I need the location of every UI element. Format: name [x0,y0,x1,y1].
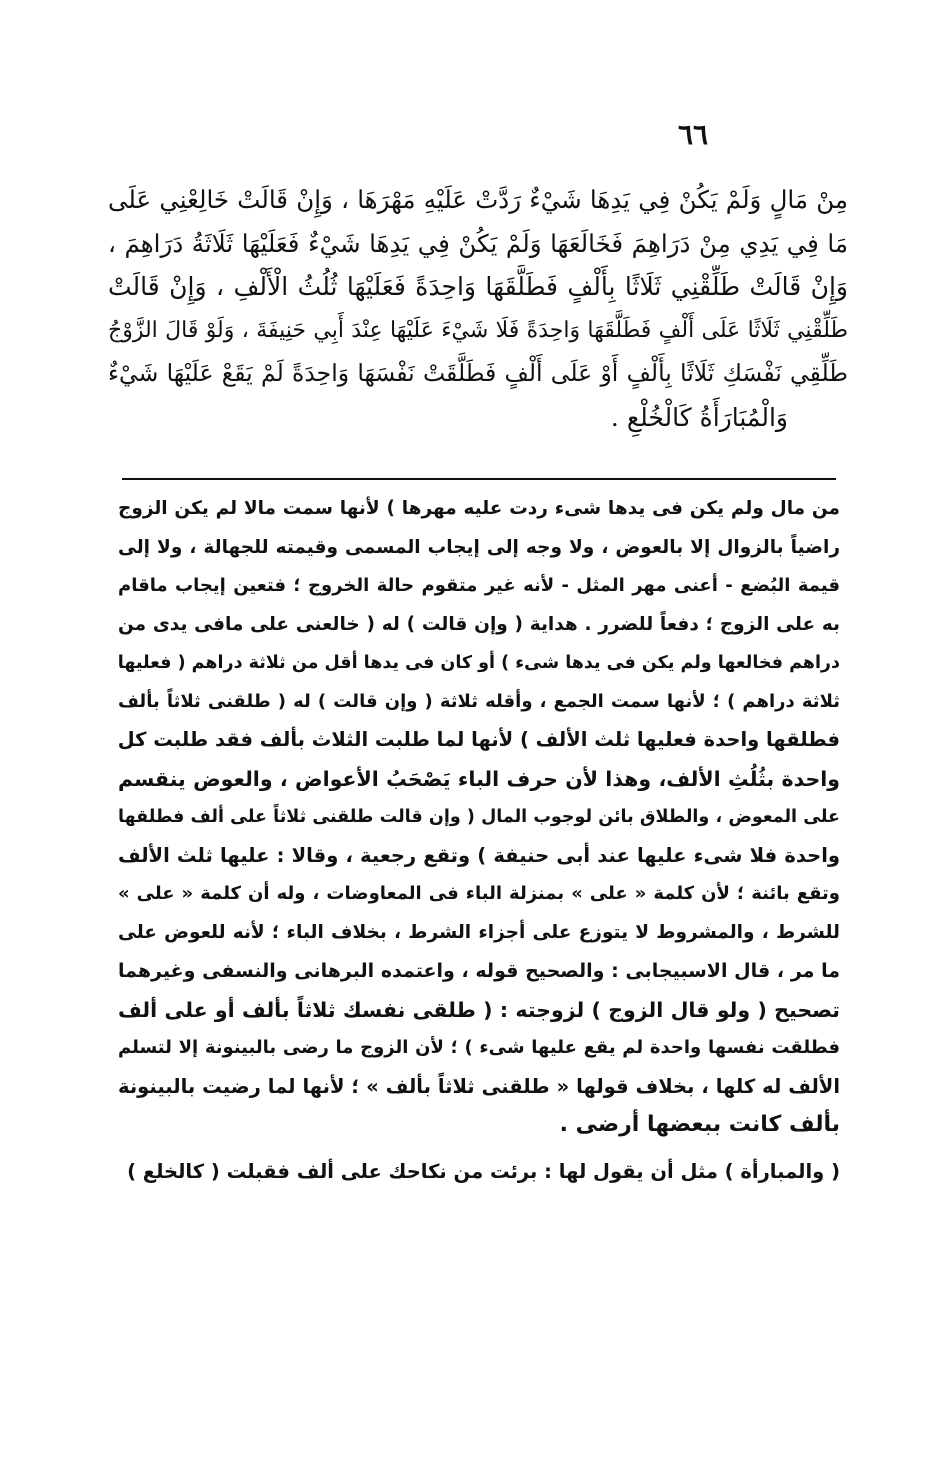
divider-gap [205,470,219,476]
commentary-line: به على الزوج ؛ دفعاً للضرر . هداية ( وإن قالت ) له ( خالعنى على مافى يدى من [118,613,840,635]
commentary-line: واحدة بثُلُثِ الألف، وهذا لأن حرف الباء يَصْحَبُ الأعواض ، والعوض ينقسم [118,766,840,791]
section-divider [122,478,836,480]
commentary-line: قيمة البُضع - أعنى مهر المثل - لأنه غير متقوم حالة الخروج ؛ فتعين إيجاب ماقام [118,575,840,596]
commentary-line: راضياً بالزوال إلا بالعوض ، ولا وجه إلى إيجاب المسمى وقيمته للجهالة ، ولا إلى [118,536,840,558]
commentary-block [118,490,840,1191]
commentary-line: تصحيح ( ولو قال الزوج ) لزوجته : ( طلقى نفسك ثلاثاً بألف أو على ألف [118,997,840,1022]
commentary-final-line: ( والمبارأة ) مثل أن يقول لها : برئت من نكاحك على ألف فقبلت ( كالخلع ) [127,1159,840,1183]
main-text-block [108,178,848,439]
main-text-line: مَا فِي يَدِي مِنْ دَرَاهِمَ فَخَالَعَهَا وَلَمْ يَكُنْ فِي يَدِهَا شَيْءٌ فَعَلَيْهَا ثَلَاثَةُ دَرَاهِمَ ، [108,228,848,258]
commentary-line: فطلقت نفسها واحدة لم يقع عليها شىء ) ؛ لأن الزوج ما رضى بالبينونة إلا لتسلم [118,1037,840,1058]
commentary-line: وتقع بائنة ؛ لأن كلمة « على » بمنزلة الباء فى المعاوضات ، وله أن كلمة « على » [118,883,840,904]
commentary-line: بألف كانت ببعضها أرضى . [559,1112,840,1137]
commentary-line: للشرط ، والمشروط لا يتوزع على أجزاء الشرط ، بخلاف الباء ؛ لأنه للعوض على [118,921,840,943]
commentary-line: دراهم فخالعها ولم يكن فى يدها شىء ) أو كان فى يدها أقل من ثلاثة دراهم ( فعليها [118,653,840,673]
main-text-line: وَالْمُبَارَأَةُ كَالْخُلْعِ . [610,402,788,432]
commentary-line: الألف له كلها ، بخلاف قولها « طلقنى ثلاثاً بألف » ؛ لأنها لما رضيت بالبينونة [118,1074,840,1098]
commentary-line: على المعوض ، والطلاق بائن لوجوب المال ( وإن قالت طلقنى ثلاثاً على ألف فطلقها [118,807,840,827]
commentary-line: ما مر ، قال الاسبيجابى : والصحيح قوله ، واعتمده البرهانى والنسفى وغيرهما [118,960,840,982]
main-text-line: طَلِّقْنِي ثَلَاثًا عَلَى أَلْفٍ فَطَلَّقَهَا وَاحِدَةً فَلَا شَيْءَ عَلَيْهَا عِنْدَ أَبِي حَنِيفَةَ ، وَلَوْ قَالَ الزَّوْجُ [108,317,848,343]
main-text-line: مِنْ مَالٍ وَلَمْ يَكُنْ فِي يَدِهَا شَيْءٌ رَدَّتْ عَلَيْهِ مَهْرَهَا ، وَإِنْ قَالَتْ خَالِعْنِي عَلَى [108,185,848,214]
main-text-line: طَلِّقِي نَفْسَكِ ثَلَاثًا بِأَلْفٍ أَوْ عَلَى أَلْفٍ فَطَلَّقَتْ نَفْسَهَا وَاحِدَةً لَمْ يَقَعْ عَلَيْهَا شَيْءٌ [108,359,848,387]
commentary-line: واحدة فلا شىء عليها عند أبى حنيفة ) وتقع رجعية ، وقالا : عليها ثلث الألف [118,843,840,867]
page-number: ٦٦ [677,118,709,151]
commentary-line: فطلقها واحدة فعليها ثلث الألف ) لأنها لما طلبت الثلاث بألف فقد طلبت كل [118,728,840,751]
main-text-line: وَإِنْ قَالَتْ طَلِّقْنِي ثَلَاثًا بِأَلْفٍ فَطَلَّقَهَا وَاحِدَةً فَعَلَيْهَا ثُلُثُ الْأَلْفِ ، وَإِنْ قَالَتْ [108,272,848,301]
commentary-line: من مال ولم يكن فى يدها شىء ردت عليه مهرها ) لأنها سمت مالا لم يكن الزوج [118,498,840,519]
commentary-line: ثلاثة دراهم ) ؛ لأنها سمت الجمع ، وأقله ثلاثة ( وإن قالت ) له ( طلقنى ثلاثاً بألف [118,690,840,712]
